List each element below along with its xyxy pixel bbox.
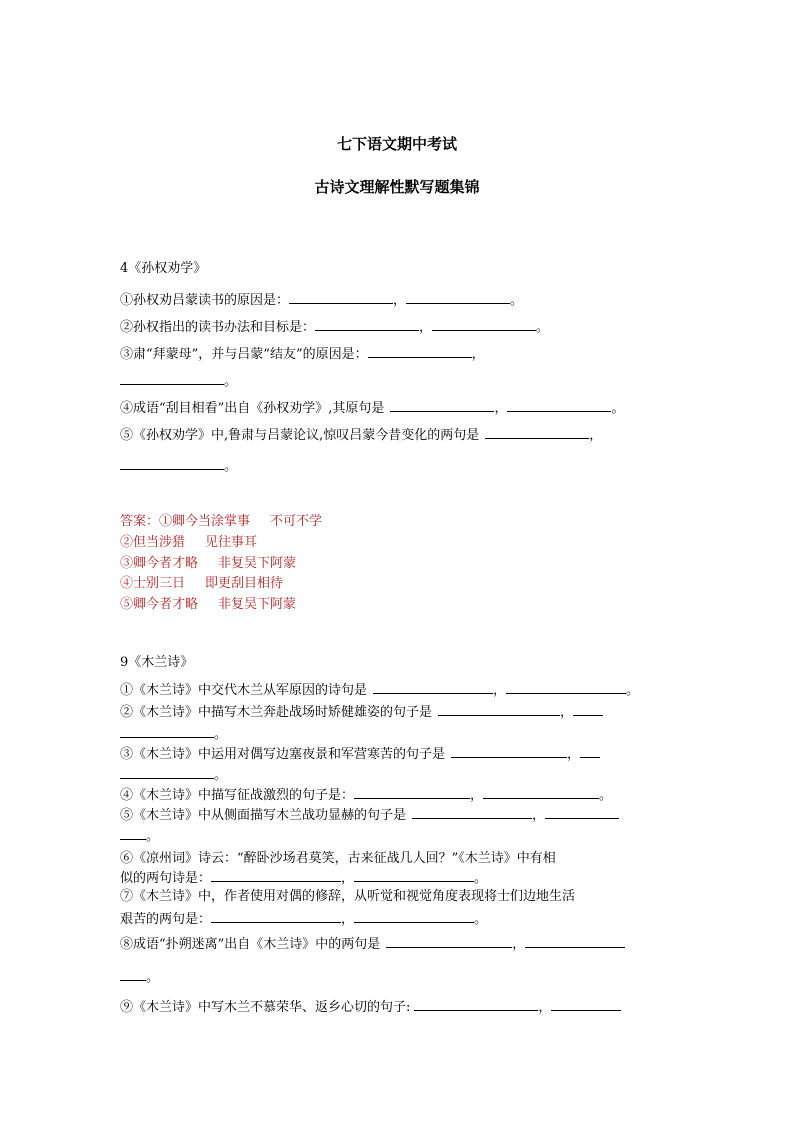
question-2-5-cont [120, 827, 159, 846]
answer-blank[interactable] [506, 681, 626, 694]
question-2-8 [120, 935, 625, 954]
separator: ， [512, 937, 526, 952]
answer-blank[interactable] [354, 869, 474, 882]
separator: ， [560, 705, 574, 720]
separator: ， [470, 788, 484, 803]
question-2-3 [120, 745, 600, 764]
answer-blank[interactable] [289, 291, 393, 304]
question-2-9 [120, 998, 621, 1017]
answer-text: ④士别三日 [120, 576, 186, 591]
end-mark: 。 [536, 320, 550, 335]
question-text: ④《木兰诗》中描写征战激烈的句子是： [120, 788, 355, 803]
answer-line-3 [120, 555, 296, 573]
answer-blank[interactable] [373, 681, 493, 694]
question-text: ①《木兰诗》中交代木兰从军原因的诗句是 [120, 683, 368, 698]
question-text: ⑤《孙权劝学》中,鲁肃与吕蒙论议,惊叹吕蒙今昔变化的两句是 [120, 428, 480, 443]
question-1-4 [120, 399, 624, 418]
question-2-2 [120, 703, 603, 722]
answer-blank[interactable] [354, 910, 474, 923]
answer-blank[interactable] [211, 910, 341, 923]
answer-line-1 [120, 513, 322, 531]
answer-blank[interactable] [551, 998, 621, 1011]
question-text: ①孙权劝吕蒙读书的原因是： [120, 293, 290, 308]
answer-text: 即更刮目相待 [205, 576, 284, 591]
question-text: 艰苦的两句是： [120, 912, 212, 927]
answer-blank[interactable] [120, 372, 224, 385]
answer-text: ⑤卿今者才略 [120, 597, 199, 612]
separator: ， [538, 1000, 552, 1015]
question-2-8-cont [120, 968, 159, 987]
answer-blank[interactable] [315, 318, 419, 331]
question-text: ⑧成语“扑朔迷离”出自《木兰诗》中的两句是 [120, 937, 381, 952]
question-1-3 [120, 345, 485, 364]
answer-text: 非复吴下阿蒙 [218, 597, 297, 612]
separator: ， [419, 320, 433, 335]
answer-text: 不可不学 [270, 514, 323, 529]
end-mark: 。 [474, 871, 488, 886]
answer-blank[interactable] [211, 869, 341, 882]
answer-text: 见往事耳 [205, 535, 258, 550]
question-2-6-cont [120, 869, 487, 888]
question-1-1 [120, 291, 523, 310]
question-text: ⑨《木兰诗》中写木兰不慕荣华、返乡心切的句子: [120, 1000, 411, 1015]
question-text: ②孙权指出的读书办法和目标是： [120, 320, 316, 335]
question-2-7-cont [120, 910, 487, 929]
answer-text: ③卿今者才略 [120, 556, 199, 571]
question-1-2 [120, 318, 549, 337]
answer-blank[interactable] [580, 745, 600, 758]
question-text: ②《木兰诗》中描写木兰奔赴战场时矫健雄姿的句子是 [120, 705, 433, 720]
question-text: ③《木兰诗》中运用对偶写边塞夜景和军营寒苦的句子是 [120, 747, 446, 762]
separator: ， [493, 683, 507, 698]
answer-blank[interactable] [451, 745, 567, 758]
question-2-4 [120, 786, 612, 805]
question-2-2-cont [120, 725, 227, 744]
answer-blank[interactable] [573, 703, 603, 716]
end-mark: 。 [611, 401, 625, 416]
answer-blank[interactable] [390, 399, 494, 412]
answer-blank[interactable] [432, 318, 536, 331]
answer-blank[interactable] [120, 457, 224, 470]
answer-blank[interactable] [120, 725, 214, 738]
page-subtitle: 古诗文理解性默写题集锦 [314, 178, 480, 196]
end-mark: 。 [146, 970, 160, 985]
question-1-5 [120, 426, 602, 445]
answer-text: ①卿今当涂掌事 [159, 514, 251, 529]
end-mark: 。 [224, 459, 238, 474]
end-mark: 。 [474, 912, 488, 927]
question-text: ④成语“刮目相看”出自《孙权劝学》,其原句是 [120, 401, 385, 416]
answer-blank[interactable] [414, 998, 538, 1011]
answer-blank[interactable] [507, 399, 611, 412]
end-mark: 。 [214, 768, 228, 783]
question-2-6: ⑥《凉州词》诗云：“醉卧沙场君莫笑，古来征战几人回？”《木兰诗》中有相 [120, 851, 556, 866]
page-title: 七下语文期中考试 [336, 135, 457, 153]
separator: ， [341, 912, 355, 927]
answer-line-5 [120, 596, 296, 614]
separator: ， [567, 747, 581, 762]
question-1-3-cont [120, 372, 237, 391]
answer-blank[interactable] [368, 345, 472, 358]
separator: ， [393, 293, 407, 308]
question-text: ③肃“拜蒙母”，并与吕蒙“结友”的原因是： [120, 347, 368, 362]
question-2-1 [120, 681, 639, 700]
separator: ， [494, 401, 508, 416]
answer-blank[interactable] [406, 291, 510, 304]
answer-line-2 [120, 534, 257, 552]
answer-blank[interactable] [412, 806, 532, 819]
answer-blank[interactable] [438, 703, 560, 716]
end-mark: 。 [599, 788, 613, 803]
answer-blank[interactable] [120, 968, 146, 981]
answer-blank[interactable] [483, 786, 599, 799]
answer-text: ②但当涉猎 [120, 535, 186, 550]
end-mark: 。 [626, 683, 640, 698]
end-mark: 。 [214, 727, 228, 742]
separator: ， [532, 808, 546, 823]
question-text: ⑤《木兰诗》中从侧面描写木兰战功显赫的句子是 [120, 808, 407, 823]
answer-label: 答案： [120, 514, 160, 529]
question-1-5-cont [120, 457, 237, 476]
answer-blank[interactable] [545, 806, 619, 819]
separator: ， [341, 871, 355, 886]
section-heading-mulan: 9《木兰诗》 [120, 655, 194, 670]
answer-blank[interactable] [120, 766, 214, 779]
end-mark: 。 [224, 374, 238, 389]
separator: ， [471, 347, 485, 362]
question-2-7: ⑦《木兰诗》中，作者使用对偶的修辞，从听觉和视觉角度表现将士们边地生活 [120, 889, 576, 904]
answer-blank[interactable] [525, 935, 625, 948]
end-mark: 。 [146, 829, 160, 844]
answer-line-4 [120, 575, 283, 593]
end-mark: 。 [510, 293, 524, 308]
answer-blank[interactable] [120, 827, 146, 840]
answer-blank[interactable] [485, 426, 589, 439]
question-2-3-cont [120, 766, 227, 785]
question-2-5 [120, 806, 619, 825]
question-text: 似的两句诗是： [120, 871, 212, 886]
answer-blank[interactable] [386, 935, 512, 948]
separator: ， [589, 428, 603, 443]
section-heading-sunquan: 4《孙权劝学》 [120, 261, 207, 276]
answer-blank[interactable] [354, 786, 470, 799]
answer-text: 非复吴下阿蒙 [218, 556, 297, 571]
